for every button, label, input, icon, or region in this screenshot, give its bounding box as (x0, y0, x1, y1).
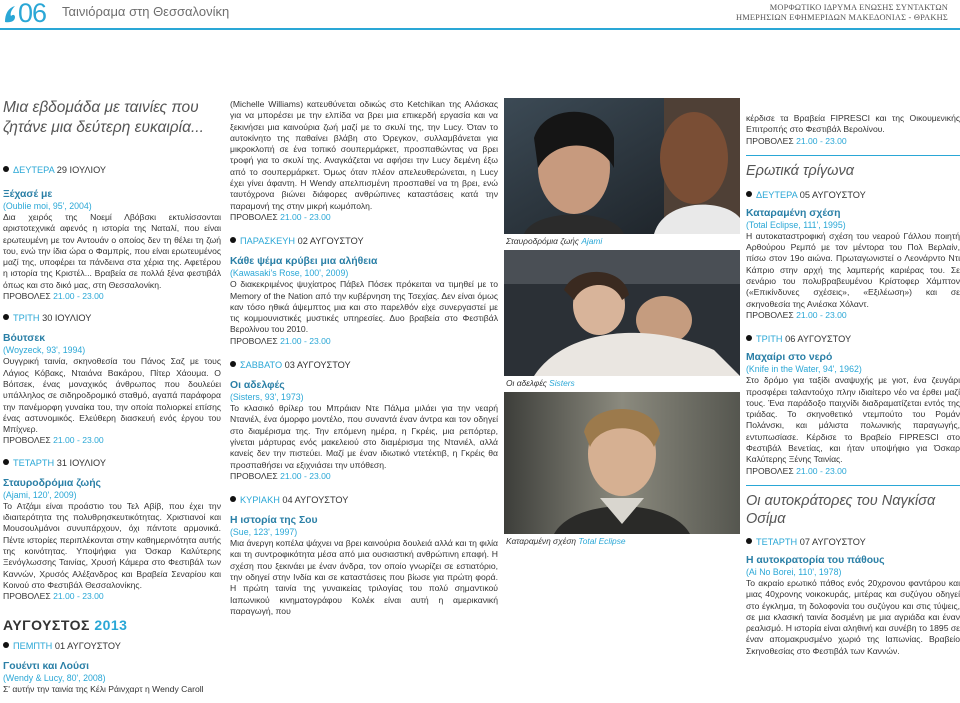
listing-06-august (746, 333, 960, 477)
page-number: 06 (18, 0, 47, 28)
day-label: ΤΡΙΤΗ 06 ΑΥΓΟΥΣΤΟΥ (746, 333, 960, 345)
listing-02-august (230, 235, 498, 347)
bullet-icon (3, 166, 9, 172)
film-title: Κάθε ψέμα κρύβει μια αλήθεια (230, 256, 378, 268)
screening-times: ΠΡΟΒΟΛΕΣ 21.00 - 23.00 (230, 211, 331, 222)
film-description: Το Ατζάμι είναι προάστιο του Τελ Αβίβ, που έχει την ιδιαιτερότητα της πολυθρησκευτικότητας. Χριστιανοί και Μουσουλμάνοι συνυπάρχουν, όχι πάντοτε αρμονικά. Πέντε ιστορίες περιπλέκονται στην καθημερινότητα αυτής της κοινότητας. Υποψήφια για Όσκαρ Καλύτερης Ξενόγλωσσης Ταινίας, Χρυσή Κάμερα στο Φεστιβάλ των Καννών, Χρυσός Αλέξανδρος και Βραβεία Σεναρίου και Κοινού στο Φεστιβάλ Θεσσαλονίκης. (3, 500, 221, 590)
listing-29-july (3, 164, 221, 302)
screening-times: ΠΡΟΒΟΛΕΣ 21.00 - 23.00 (230, 470, 331, 481)
bullet-icon (746, 538, 752, 544)
listing-01-august (3, 640, 221, 695)
film-original-title: (Sue, 123', 1997) (230, 527, 298, 538)
day-label: ΠΕΜΠΤΗ 01 ΑΥΓΟΥΣΤΟΥ (3, 640, 221, 652)
film-title: Η αυτοκρατορία του πάθους (746, 554, 885, 566)
caption-ajami: Σταυροδρόμια ζωής Ajami (506, 236, 603, 246)
listing-03-august (230, 359, 498, 482)
header-rule (0, 28, 960, 30)
bullet-icon (746, 335, 752, 341)
caption-total-eclipse: Καταραμένη σχέση Total Eclipse (506, 536, 626, 546)
section-heading-oshima-emperors: Οι αυτοκράτορες του Ναγκίσα Οσίμα (746, 485, 960, 528)
film-title: Οι αδελφές (230, 380, 285, 392)
photo-sisters (504, 250, 740, 376)
column-2 (230, 99, 498, 617)
film-original-title: (Knife in the Water, 94', 1962) (746, 364, 862, 375)
bullet-icon (3, 459, 9, 465)
day-label: ΤΡΙΤΗ 30 ΙΟΥΛΙΟΥ (3, 312, 221, 324)
photo-total-eclipse (504, 392, 740, 534)
caption-sisters: Οι αδελφές Sisters (506, 378, 575, 388)
publisher-line-1: ΜΟΡΦΩΤΙΚΟ ΙΔΡΥΜΑ ΕΝΩΣΗΣ ΣΥΝΤΑΚΤΩΝ (769, 3, 948, 12)
page-title: Ταινιόραμα στη Θεσσαλονίκη (62, 4, 230, 19)
section-heading-erotic-triangles: Ερωτικά τρίγωνα (746, 155, 960, 181)
day-label: ΣΑΒΒΑΤΟ 03 ΑΥΓΟΥΣΤΟΥ (230, 359, 498, 371)
film-description: Ουγγρική ταινία, σκηνοθεσία του Πάνος Σαζ με τους Λάγιος Κόβακς, Νταιάνα Βακάρου, Πίτερ Χάουμα. Ο Βόιτσεκ, ένας μοναχικός άνθρωπος που δουλεύει υπάλληλος σε σιδηροδρομικό σταθμό, αγαπά παράφορα την πανέμορφη γυναίκα του, την οποία πολιορκεί επίσης ένας αστυνομικός. Ελεύθερη διασκευή ενός έργου του Μπίχνερ. (3, 356, 221, 435)
photo-ajami (504, 98, 740, 234)
bullet-icon (230, 237, 236, 243)
listing-04-august (230, 494, 498, 617)
film-original-title: (Total Eclipse, 111', 1995) (746, 219, 846, 230)
film-original-title: (Oublie moi, 95', 2004) (3, 201, 92, 211)
film-description-continued: κέρδισε τα Βραβεία FIPRESCI και της Οικουμενικής Επιτροπής στο Φεστιβάλ Βερολίνου. (746, 113, 960, 135)
intro-heading: Μια εβδομάδα με ταινίες που ζητάνε μια δεύτερη ευκαιρία... (3, 99, 204, 136)
screening-times: ΠΡΟΒΟΛΕΣ 21.00 - 23.00 (746, 465, 847, 476)
screening-times: ΠΡΟΒΟΛΕΣ 21.00 - 23.00 (746, 135, 847, 146)
column-4 (746, 113, 960, 657)
day-label: ΤΕΤΑΡΤΗ 31 ΙΟΥΛΙΟΥ (3, 457, 221, 469)
film-title: Η ιστορία της Σου (230, 515, 318, 527)
film-original-title: (Ai No Borei, 110', 1978) (746, 566, 842, 577)
film-description-continued: (Michelle Williams) κατευθύνεται οδικώς στο Ketchikan της Αλάσκας για να μπορέσει με την ελπίδα να βρει μια επικερδή εργασία και να ξεκινήσει μια καινούρια ζωή μαζί με το σκυλί της, την Lucy. Όταν το αυτοκίνητο της παθαίνει βλάβη στο Όρεγκον, συλλαμβάνεται για μικροκλοπή σε ένα τοπικό σουπερμάρκετ, προσπαθώντας να βρει τροφή για το σκυλί της. Αναγκάζεται να αφήσει την Lucy δεμένη έξω από το σουπερμάρκετ. Όμως όταν πλέον απελευθερώνεται, η Lucy έχει γίνει άφαντη. Η Wendy απελπισμένη προσπαθεί να τη βρει, ενώ ταυτόχρονα βιώνει διάφορες ανθρώπινες καταστάσεις κατά την παραμονή της στην μικρή κωμόπολη. (230, 99, 498, 211)
film-description: Το ακραίο ερωτικό πάθος ενός 20χρονου φαντάρου και μιας 40χρονης νοικοκυράς, μιτέρας και συζύγου οδηγεί στο έγκλημα, τη δολοφονία του συζύγου και στις τύψεις, σε μια κλασική ταινία δοσμένη με μια αγριάδα και έναν ρεαλισμό. Η ιστορία είναι αληθινή και συνέβη το 1895 σε έναν απομακρυσμένο χωριό της Ιαπωνίας. Βραβείο Σκηνοθεσίας στο Φεστιβάλ των Καννών. (746, 577, 960, 656)
film-description: Μια άνεργη κοπέλα ψάχνει να βρει καινούρια δουλειά αλλά και τη φιλία και τη συντροφικότητα μέσα από μια ουσιαστική ανθρώπινη επαφή. Η σχέση που ξεκινάει με έναν άνδρα, τον οποίο γνωρίζει σε εστιατόριο, την οδηγεί στην Ινδία και σε καταστάσεις που βίωσε για πρώτη φορά. Η πρώτη ταινία της γυναικείας τριλογίας του πολύ σημαντικού Ιαπωνικού κινηματογράφου Κολέκ είναι αυτή η αμερικανική παραγωγή, που (230, 538, 498, 616)
film-title: Ξέχασέ με (3, 189, 53, 200)
bullet-icon (746, 191, 752, 197)
bullet-icon (230, 496, 236, 502)
logo-icon (2, 4, 18, 24)
film-original-title: (Ajami, 120', 2009) (3, 489, 77, 500)
listing-05-august (746, 189, 960, 321)
photo-sisters-image (504, 250, 740, 376)
screening-times: ΠΡΟΒΟΛΕΣ 21.00 - 23.00 (3, 435, 104, 446)
film-description: Δια χειρός της Νοεμί Λβόβσκι εκτυλίσσονται αριστοτεχνικά αφενός η ιστορία της Ναταλί, που είναι ερωτευμένη με τον Αντουάν ο οποίος δεν τη θέλει τη ζωή του, ενώ την ίδια ώρα ο Φαμπρίς, που είναι ερωτευμένος μαζί της, υποφέρει τα πάνδεινα στα χέρια της. Αφετέρου η ιστορία της Κριστέλ... Βραβεία σε πολλά ξένα φεστιβάλ όπως και στο δικό μας, στη Θεσσαλονίκη. (3, 212, 221, 290)
film-original-title: (Woyzeck, 93', 1994) (3, 345, 86, 356)
film-description: Ο διακεκριμένος ψυχίατρος Πάβελ Πόσεκ πρόκειται να τιμηθεί με το Memory of the Nation από την κυβέρνηση της Τσεχίας. Δεν είναι όμως καν τόσο ηθικά άψεμπτος μια και στο παρελθόν είχε συνεργαστεί με τις κομμουνιστικές μυστικές υπηρεσίες. Δυο βραβεία στο Φεστιβάλ Βερολίνου του 2010. (230, 279, 498, 335)
listing-07-august (746, 536, 960, 657)
screening-times: ΠΡΟΒΟΛΕΣ 21.00 - 23.00 (746, 309, 847, 320)
publisher-line-2: ΗΜΕΡΗΣΙΩΝ ΕΦΗΜΕΡΙΔΩΝ ΜΑΚΕΔΟΝΙΑΣ - ΘΡΑΚΗΣ (735, 12, 948, 22)
publisher (736, 3, 948, 22)
film-description: Σ' αυτήν την ταινία της Κέλι Ράινχαρτ η Wendy Caroll (3, 684, 204, 695)
film-title: Καταραμένη σχέση (746, 207, 841, 219)
photo-total-eclipse-image (504, 392, 740, 534)
film-original-title: (Kawasaki's Rose, 100', 2009) (230, 268, 349, 279)
film-original-title: (Sisters, 93', 1973) (230, 392, 304, 403)
bullet-icon (3, 642, 9, 648)
month-heading: ΑΥΓΟΥΣΤΟΣ 2013 (3, 617, 128, 634)
listing-31-july (3, 457, 221, 603)
screening-times: ΠΡΟΒΟΛΕΣ 21.00 - 23.00 (230, 335, 331, 346)
page-header (0, 0, 960, 30)
day-label: ΔΕΥΤΕΡΑ 05 ΑΥΓΟΥΣΤΟΥ (746, 189, 960, 201)
screening-times: ΠΡΟΒΟΛΕΣ 21.00 - 23.00 (3, 591, 104, 602)
film-title: Μαχαίρι στο νερό (746, 352, 833, 364)
film-title: Βόυτσεκ (3, 333, 46, 345)
bullet-icon (230, 361, 236, 367)
film-original-title: (Wendy & Lucy, 80', 2008) (3, 673, 106, 684)
screening-times: ΠΡΟΒΟΛΕΣ 21.00 - 23.00 (3, 291, 104, 302)
column-1 (3, 98, 221, 696)
photo-ajami-image (504, 98, 740, 234)
film-description: Η αυτοκαταστροφική σχέση του νεαρού Γάλλου ποιητή Αρθούρου Ρεμπό με τον μέντορα του Πολ Βερλαίν, πίσω στον 19ο αιώνα. Πρωταγωνιστεί ο Λεονάρντο Ντι Κάπριο στην αρχή της λαμπερής καριέρας του. Σε σενάριο του πολυβραβευμένου Κρίστοφερ Χάμπτον («Επικίνδυνες σχέσεις», «Εξιλέωση») και σε σκηνοθεσία της Ανιέσκα Χόλαντ. (746, 230, 960, 309)
film-title: Σταυροδρόμια ζωής (3, 477, 101, 489)
film-title: Γουέντι και Λούσι (3, 661, 90, 673)
film-description: Το κλασικό θρίλερ του Μπράιαν Ντε Πάλμα μιλάει για την νεαρή Ντανιέλ, ένα όμορφο μοντέλο, που συναντά έναν άντρα και τον οδηγεί στο διαμέρισμα της. Την επόμενη ημέρα, η Γκρέις, μια ρεπόρτερ, γίνεται μάρτυρας ενός μακελειού στο διαμέρισμα της Ντανιέλ, αλλά κανείς δεν την πιστεύει. Μαζί με έναν ιδιωτικό ντετέκτιβ, η Γκρέις θα προσπαθήσει να εξιχνιάσει την υπόθεση. (230, 403, 498, 470)
day-label: ΚΥΡΙΑΚΗ 04 ΑΥΓΟΥΣΤΟΥ (230, 494, 498, 506)
day-label: ΔΕΥΤΕΡΑ 29 ΙΟΥΛΙΟΥ (3, 164, 221, 176)
day-label: ΤΕΤΑΡΤΗ 07 ΑΥΓΟΥΣΤΟΥ (746, 536, 960, 548)
day-label: ΠΑΡΑΣΚΕΥΗ 02 ΑΥΓΟΥΣΤΟΥ (230, 235, 498, 247)
listing-30-july (3, 312, 221, 446)
film-description: Στο δρόμο για ταξίδι αναψυχής με γιοτ, ένα ζευγάρι προσφέρει ταλαντούχο πλην ιδιαίτερο νέο να έρθει μαζί τους. Ένα παράδοξο παιχνίδι διαδραματίζεται εντός της τριάδας. Το σκηνοθετικό ντεμπούτο του Ρομάν Πολάνσκι, και μάλιστα πολωνικής παραγωγής, εντυπωσίασε. Κέρδισε το Βραβείο FIPRESCI στο Φεστιβάλ Βενετίας, και ήταν υποψήφιο για Όσκαρ Καλύτερης Ξένης Ταινίας. (746, 375, 960, 465)
bullet-icon (3, 314, 9, 320)
